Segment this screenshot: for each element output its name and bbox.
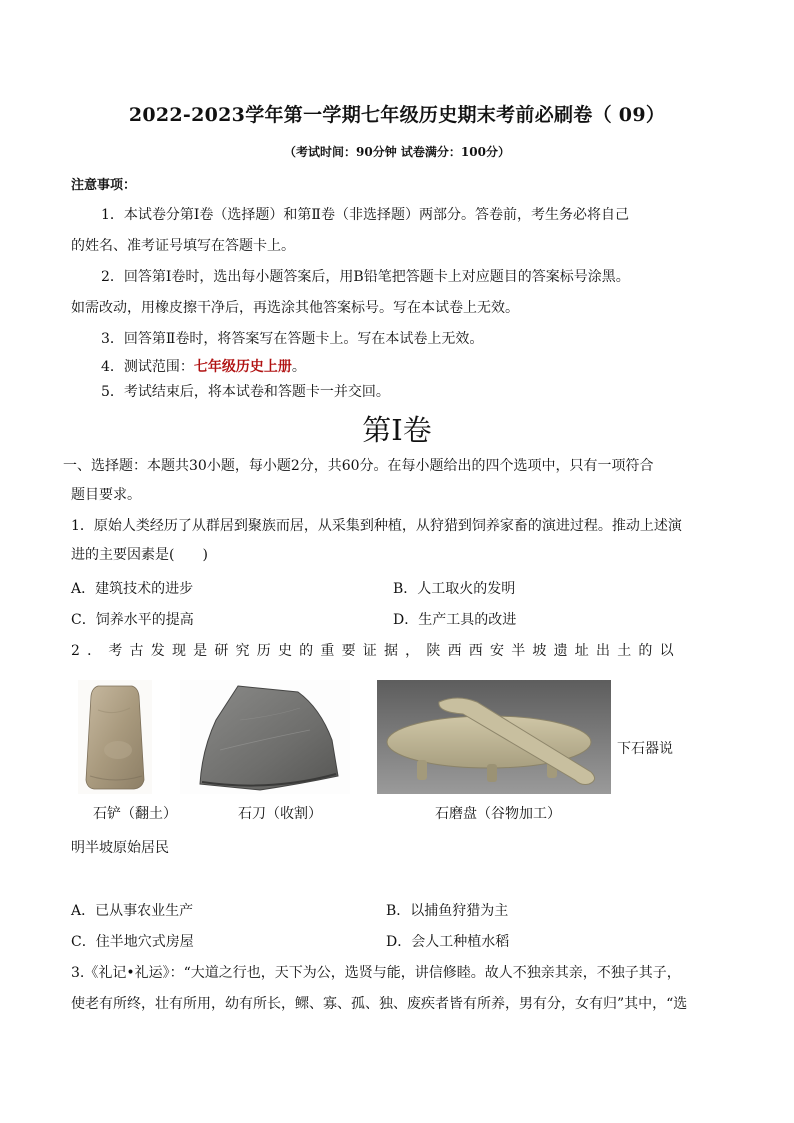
q2-stem-char: 证 xyxy=(362,643,377,659)
q2-stem-cont: 下石器说 xyxy=(617,741,673,757)
q1-option-b: B．人工取火的发明 xyxy=(393,581,516,597)
notice-item-4-prefix: 4．测试范围： xyxy=(101,359,194,375)
q2-stem-char: 究 xyxy=(235,643,250,659)
page-title: 2022-2023学年第一学期七年级历史期末考前必刷卷（ 09） xyxy=(128,104,666,126)
image-caption-spade: 石铲（翻土） xyxy=(93,806,177,822)
q2-stem-char: 研 xyxy=(214,643,229,659)
notice-item-5: 5．考试结束后，将本试卷和答题卡一并交回。 xyxy=(101,384,390,400)
q1-option-a: A．建筑技术的进步 xyxy=(71,581,194,597)
q2-stem-char: 西 xyxy=(447,643,462,659)
q2-stem-char: 发 xyxy=(150,643,165,659)
q2-stem-char: 古 xyxy=(129,643,144,659)
exam-info: （考试时间：90分钟 试卷满分：100分） xyxy=(284,145,510,159)
q1-option-d: D．生产工具的改进 xyxy=(393,612,517,628)
notice-item-2: 2．回答第Ⅰ卷时，选出每小题答案后，用B铅笔把答题卡上对应题目的答案标号涂黑。 xyxy=(101,269,630,285)
section-title: 第Ⅰ卷 xyxy=(362,413,432,447)
notice-item-1: 1．本试卷分第Ⅰ卷（选择题）和第Ⅱ卷（非选择题）两部分。答卷前，考生务必将自己 xyxy=(101,207,629,223)
notice-item-4-suffix: 。 xyxy=(291,359,306,375)
q1-stem-cont: 进的主要因素是( ) xyxy=(71,547,208,563)
stone-spade-image xyxy=(78,680,152,794)
q1-stem: 1．原始人类经历了从群居到聚族而居，从采集到种植，从狩猎到饲养家畜的演进过程。推动上述演 xyxy=(71,518,682,534)
q2-stem-char: 西 xyxy=(468,643,483,659)
q2-stem-char: ， xyxy=(405,643,420,659)
q2-stem-char: 重 xyxy=(320,643,335,659)
q2-stem-char: 坡 xyxy=(532,643,547,659)
q2-option-b: B．以捕鱼狩猎为主 xyxy=(386,903,509,919)
grinding-stone-image xyxy=(377,680,611,794)
q2-stem-char: 安 xyxy=(489,643,504,659)
q2-stem-char: 半 xyxy=(511,643,526,659)
q2-stem-char: 历 xyxy=(256,643,271,659)
q2-stem-char: 陕 xyxy=(426,643,441,659)
q2-stem-char: ． xyxy=(87,643,102,659)
q2-option-c: C．住半地穴式房屋 xyxy=(71,934,194,950)
q2-stem-char: 的 xyxy=(299,643,314,659)
q2-stem xyxy=(71,642,674,660)
q2-stem-char: 要 xyxy=(341,643,356,659)
stone-knife-image xyxy=(180,680,350,794)
q2-stem-char: 以 xyxy=(659,643,674,659)
q2-stem-char: 考 xyxy=(108,643,123,659)
section-intro: 一、选择题：本题共30小题，每小题2分，共60分。在每小题给出的四个选项中，只有一项符合 xyxy=(63,458,654,474)
q2-option-d: D．会人工种植水稻 xyxy=(386,934,510,950)
q2-stem-char: 据 xyxy=(383,643,398,659)
section-intro-cont: 题目要求。 xyxy=(71,487,141,503)
notice-heading: 注意事项： xyxy=(71,178,137,193)
q2-stem-char: 现 xyxy=(171,643,186,659)
q2-stem-char: 土 xyxy=(617,643,632,659)
q2-stem-char: 是 xyxy=(193,643,208,659)
q3-stem-cont: 使老有所终，壮有所用，幼有所长，鳏、寡、孤、独、废疾者皆有所养，男有分，女有归”其中，“选 xyxy=(71,996,688,1012)
test-range: 七年级历史上册 xyxy=(193,359,292,375)
q2-stem-char: 出 xyxy=(596,643,610,659)
q2-option-a: A．已从事农业生产 xyxy=(71,903,194,919)
q2-stem-char: 的 xyxy=(638,643,653,659)
image-caption-knife: 石刀（收割） xyxy=(238,806,322,822)
q2-stem-char: 址 xyxy=(574,643,589,659)
notice-item-3: 3．回答第Ⅱ卷时，将答案写在答题卡上。写在本试卷上无效。 xyxy=(101,331,484,347)
q2-stem-char: 史 xyxy=(277,643,292,659)
q2-stem-end: 明半坡原始居民 xyxy=(71,840,169,856)
q2-stem-char: 2 xyxy=(71,643,80,659)
notice-item-2-cont: 如需改动，用橡皮擦干净后，再选涂其他答案标号。写在本试卷上无效。 xyxy=(71,300,519,316)
notice-item-4 xyxy=(101,358,306,376)
image-caption-grinder: 石磨盘（谷物加工） xyxy=(435,806,561,822)
q2-stem-char: 遗 xyxy=(553,643,568,659)
q3-stem: 3.《礼记•礼运》：“大道之行也，天下为公，选贤与能，讲信修睦。故人不独亲其亲，不独子其子， xyxy=(71,965,681,981)
notice-item-1-cont: 的姓名、准考证号填写在答题卡上。 xyxy=(71,238,295,254)
q1-option-c: C．饲养水平的提高 xyxy=(71,612,194,628)
